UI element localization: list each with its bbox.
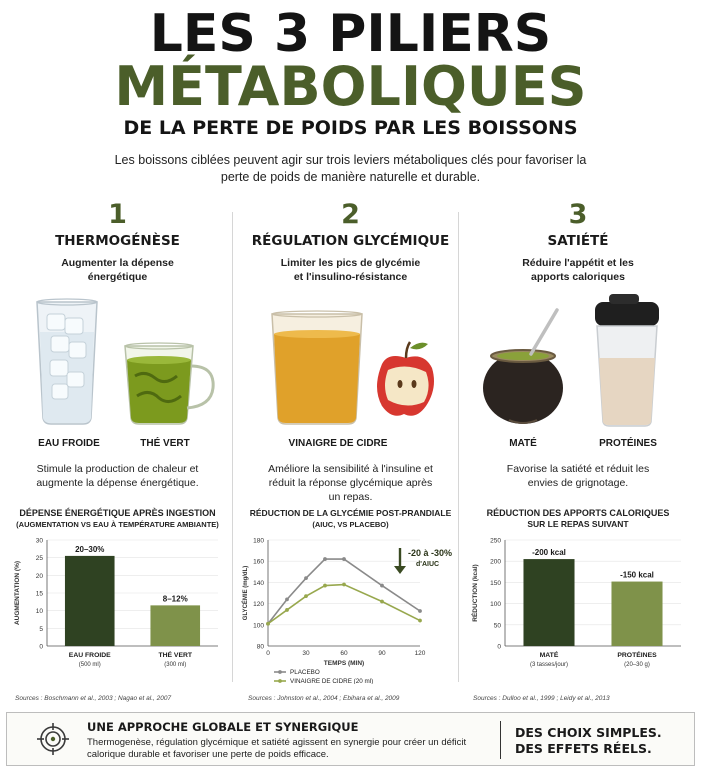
x-tick-label: 30 [302,650,310,657]
pillar-title: RÉGULATION GLYCÉMIQUE [251,233,450,249]
y-tick-label: 150 [490,579,501,587]
footer-banner [6,712,695,766]
cold-water-glass-icon [37,299,97,424]
annotation-arrowhead [394,566,406,574]
y-tick-label: 180 [253,537,264,545]
data-point [304,576,308,580]
x-tick-label: 60 [340,650,348,657]
y-tick-label: 160 [253,558,264,566]
x-tick-note: (3 tasses/jour) [529,662,569,668]
chart-title: RÉDUCTION DES APPORTS CALORIQUES SUR LE REPAS SUIVANT [486,508,670,529]
y-tick-label: 120 [253,601,264,609]
data-label: -150 kcal [620,570,654,580]
data-point [380,600,384,604]
x-tick-label: MATÉ [539,652,559,659]
y-tick-label: 100 [490,601,501,609]
item-label-cold-water: EAU FROIDE [38,438,100,449]
target-icon [37,723,69,755]
apple-icon [377,342,434,416]
footer-slogan: DES CHOIX SIMPLES. DES EFFETS RÉELS. [515,725,662,756]
bar [523,559,574,646]
pillar-title: THERMOGÉNÈSE [55,233,180,249]
pillar-thermogenesis [5,200,230,710]
column-divider [232,212,233,682]
y-tick-label: 250 [490,537,501,545]
chart-title: DÉPENSE ÉNERGÉTIQUE APRÈS INGESTION (AUGMENTATION VS EAU À TEMPÉRATURE AMBIANTE) [16,508,219,529]
pillar-title: SATIÉTÉ [547,233,609,249]
chart-title: RÉDUCTION DE LA GLYCÉMIE POST-PRANDIALE (AIUC, VS PLACEBO) [249,508,452,529]
pillar-description: Stimule la production de chaleur et augmente la dépense énergétique. [36,463,199,489]
series-line [268,585,420,624]
bar [611,582,662,646]
y-tick-label: 140 [253,579,264,587]
y-axis-label: GLYCÉMIE (mg/dL) [243,565,249,621]
annotation-sublabel: d'AIUC [416,561,440,568]
title-line-1: LES 3 PILIERS [149,4,552,64]
title-line-3: DE LA PERTE DE POIDS PAR LES BOISSONS [123,117,578,139]
cold-water-green-tea-illustration [5,292,230,432]
footer-divider [500,721,501,759]
data-point [323,557,327,561]
x-tick-label: 0 [266,650,270,657]
pillar-subtitle: Limiter les pics de glycémie et l'insulino-résistance [280,257,421,283]
bar [150,605,200,646]
y-tick-label: 30 [35,537,43,545]
source-note: Sources : Boschmann et al., 2003 ; Nagao et al., 2007 [15,695,172,702]
protein-shaker-icon [595,294,659,426]
data-point [285,597,289,601]
pillar-subtitle: Augmenter la dépense énergétique [61,257,174,283]
green-tea-cup-icon [125,343,213,424]
pillar-description: Favorise la satiété et réduit les envies de grignotage. [506,463,650,489]
x-tick-label: PROTÉINES [617,652,657,659]
bar [65,556,115,646]
chart-thermogenesis [5,534,230,684]
data-point [285,608,289,612]
x-tick-label: 90 [378,650,386,657]
data-point [342,557,346,561]
data-point [342,583,346,587]
item-label-mate: MATÉ [509,438,537,449]
x-axis-label: TEMPS (MIN) [323,660,365,667]
legend-marker [278,670,282,674]
data-point [323,584,327,588]
y-tick-label: 25 [35,555,43,563]
data-point [380,584,384,588]
source-note: Sources : Dulloo et al., 1999 ; Leidy et al., 2013 [473,695,610,702]
data-point [418,619,422,623]
mate-gourd-icon [483,310,563,424]
legend-label: PLACEBO [290,669,320,676]
footer-title: UNE APPROCHE GLOBALE ET SYNERGIQUE [87,720,359,734]
title-line-2: MÉTABOLIQUES [114,55,587,118]
pillar-glycemic-regulation [238,200,463,710]
y-axis-label: RÉDUCTION (kcal) [472,564,479,622]
x-tick-note: (20–30 g) [624,662,650,668]
data-point [266,622,270,626]
item-label-green-tea: THÉ VERT [140,438,190,449]
x-tick-note: (500 ml) [78,662,101,668]
y-tick-label: 50 [493,622,501,630]
x-tick-label: EAU FROIDE [68,652,111,659]
pillar-number: 1 [108,199,127,230]
x-tick-label: 120 [414,650,426,657]
x-tick-note: (300 ml) [164,662,187,668]
footer-text: Thermogenèse, régulation glycémique et satiété agissent en synergie pour créer un déficit calorique durable et favoriser une perte de poids efficace. [87,737,467,760]
item-label-cider-vinegar: VINAIGRE DE CIDRE [288,438,388,449]
pillar-description: Améliore la sensibilité à l'insuline et réduit la réponse glycémique après un repas. [268,463,433,503]
data-point [304,594,308,598]
y-tick-label: 0 [39,643,43,651]
intro-text: Les boissons ciblées peuvent agir sur trois leviers métaboliques clés pour favoriser la perte de poids de manière naturelle et durable. [114,153,587,184]
source-note: Sources : Johnston et al., 2004 ; Ebihara et al., 2009 [248,695,400,702]
y-tick-label: 20 [35,572,43,580]
item-label-protein: PROTÉINES [599,438,657,449]
mate-protein-illustration [463,292,693,432]
y-tick-label: 15 [35,590,43,598]
x-tick-label: THÉ VERT [158,652,193,659]
data-label: -200 kcal [532,548,566,558]
chart-satiety [463,534,693,684]
y-tick-label: 5 [39,625,43,633]
data-label: 8–12% [162,594,188,604]
y-tick-label: 10 [35,608,43,616]
chart-glycemic [238,534,463,684]
data-point [418,609,422,613]
data-label: 20–30% [75,544,105,554]
legend-marker [278,679,282,683]
y-tick-label: 200 [490,558,501,566]
cider-vinegar-apple-illustration [238,292,463,432]
pillar-subtitle: Réduire l'appétit et les apports caloriques [522,257,634,283]
pillar-satiety [463,200,693,710]
y-axis-label: AUGMENTATION (%) [14,560,21,626]
y-tick-label: 80 [256,643,264,651]
y-tick-label: 0 [497,643,501,651]
legend-label: VINAIGRE DE CIDRE (20 ml) [290,678,374,684]
cider-vinegar-glass-icon [272,311,362,424]
annotation-label: -20 à -30% [408,548,453,558]
y-tick-label: 100 [253,622,264,630]
pillar-number: 2 [341,199,360,230]
pillar-number: 3 [568,199,588,230]
